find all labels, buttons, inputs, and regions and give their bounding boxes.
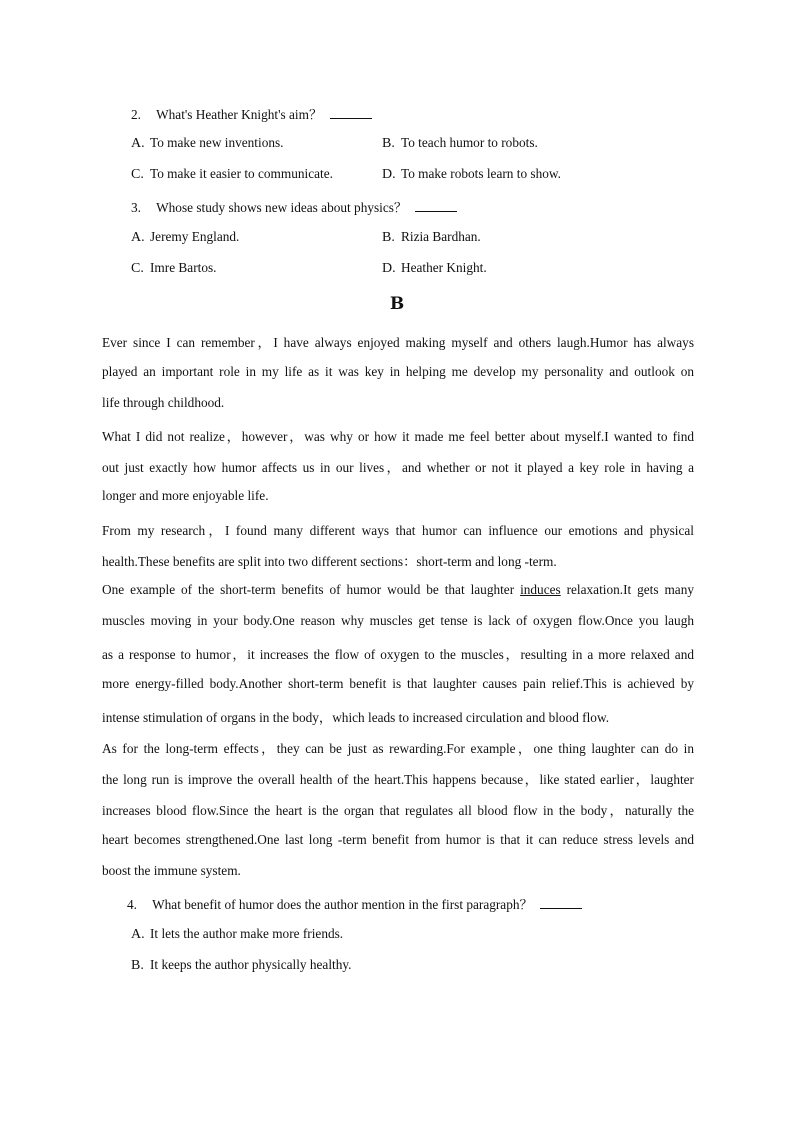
option-text: To make robots learn to show.	[401, 166, 561, 181]
option-a	[131, 135, 284, 152]
option-text: Imre Bartos.	[150, 260, 217, 275]
passage-line: out just exactly how humor affects us in our lives，and whether or not it played a key role in having a	[102, 460, 694, 475]
option-letter: B.	[382, 136, 395, 151]
option-text: To teach humor to robots.	[401, 135, 538, 150]
passage-line: the long run is improve the overall health of the heart.This happens because，like stated earlier，laughter	[102, 772, 694, 787]
option-c	[131, 166, 333, 183]
option-text: Heather Knight.	[401, 260, 487, 275]
passage-line: As for the long-term effects，they can be just as rewarding.For example，one thing laughter can do in	[102, 741, 694, 756]
passage-line	[102, 582, 694, 598]
passage-line: heart becomes strengthened.One last long -term benefit from humor is that it can reduce stress levels and	[102, 832, 694, 847]
option-text: Jeremy England.	[150, 229, 240, 244]
option-b	[131, 957, 352, 974]
option-text: Rizia Bardhan.	[401, 229, 481, 244]
text-segment: relaxation.It gets many	[560, 582, 694, 597]
question-number: 3.	[131, 200, 141, 215]
option-letter: A.	[131, 927, 145, 942]
underlined-word: induces	[520, 582, 561, 597]
option-text: To make it easier to communicate.	[150, 166, 333, 181]
option-a	[131, 926, 343, 943]
option-d	[382, 166, 561, 183]
option-text: It lets the author make more friends.	[150, 926, 344, 941]
question-text: What benefit of humor does the author mention in the first paragraph？	[152, 897, 533, 912]
option-letter: A.	[131, 136, 145, 151]
option-letter: B.	[382, 230, 395, 245]
option-b	[382, 229, 481, 246]
question-number: 4.	[127, 897, 137, 912]
passage-line: as a response to humor，it increases the flow of oxygen to the muscles，resulting in a more relaxed and	[102, 647, 694, 662]
passage-line: played an important role in my life as it was key in helping me develop my personality and outlook on	[102, 364, 694, 379]
option-letter: A.	[131, 230, 145, 245]
text-segment: One example of the short-term benefits of humor would be that laughter	[102, 582, 521, 597]
option-text: It keeps the author physically healthy.	[150, 957, 352, 972]
passage-line: increases blood flow.Since the heart is the organ that regulates all blood flow in the body，naturally the	[102, 803, 694, 818]
question-text: Whose study shows new ideas about physics？	[156, 200, 408, 215]
answer-blank	[540, 898, 582, 909]
option-letter: B.	[131, 958, 144, 973]
passage-line: intense stimulation of organs in the body，which leads to increased circulation and blood flow.	[102, 710, 610, 725]
option-a	[131, 229, 239, 246]
option-letter: C.	[131, 261, 144, 276]
question-2	[131, 104, 372, 123]
passage-line: boost the immune system.	[102, 863, 241, 878]
passage-line: health.These benefits are split into two different sections：short-term and long -term.	[102, 554, 557, 569]
option-letter: D.	[382, 167, 396, 182]
question-4	[127, 894, 582, 913]
passage-line: life through childhood.	[102, 395, 225, 410]
option-b	[382, 135, 538, 152]
passage-line: From my research，I found many different ways that humor can influence our emotions and physical	[102, 523, 694, 538]
answer-blank	[330, 108, 372, 119]
question-number: 2.	[131, 107, 141, 122]
section-heading: B	[389, 294, 405, 314]
option-d	[382, 260, 487, 277]
passage-line: longer and more enjoyable life.	[102, 488, 269, 503]
answer-blank	[415, 201, 457, 212]
option-text: To make new inventions.	[150, 135, 284, 150]
passage-line: muscles moving in your body.One reason why muscles get tense is lack of oxygen flow.Once you laugh	[102, 613, 694, 628]
passage-line: Ever since I can remember，I have always enjoyed making myself and others laugh.Humor has always	[102, 335, 694, 350]
question-text: What's Heather Knight's aim？	[156, 107, 323, 122]
passage-line: more energy-filled body.Another short-term benefit is that laughter causes pain relief.This is achieved by	[102, 676, 694, 691]
question-3	[131, 197, 457, 216]
option-letter: D.	[382, 261, 396, 276]
option-c	[131, 260, 216, 277]
passage-line: What I did not realize，however，was why or how it made me feel better about myself.I wanted to find	[102, 429, 694, 444]
option-letter: C.	[131, 167, 144, 182]
